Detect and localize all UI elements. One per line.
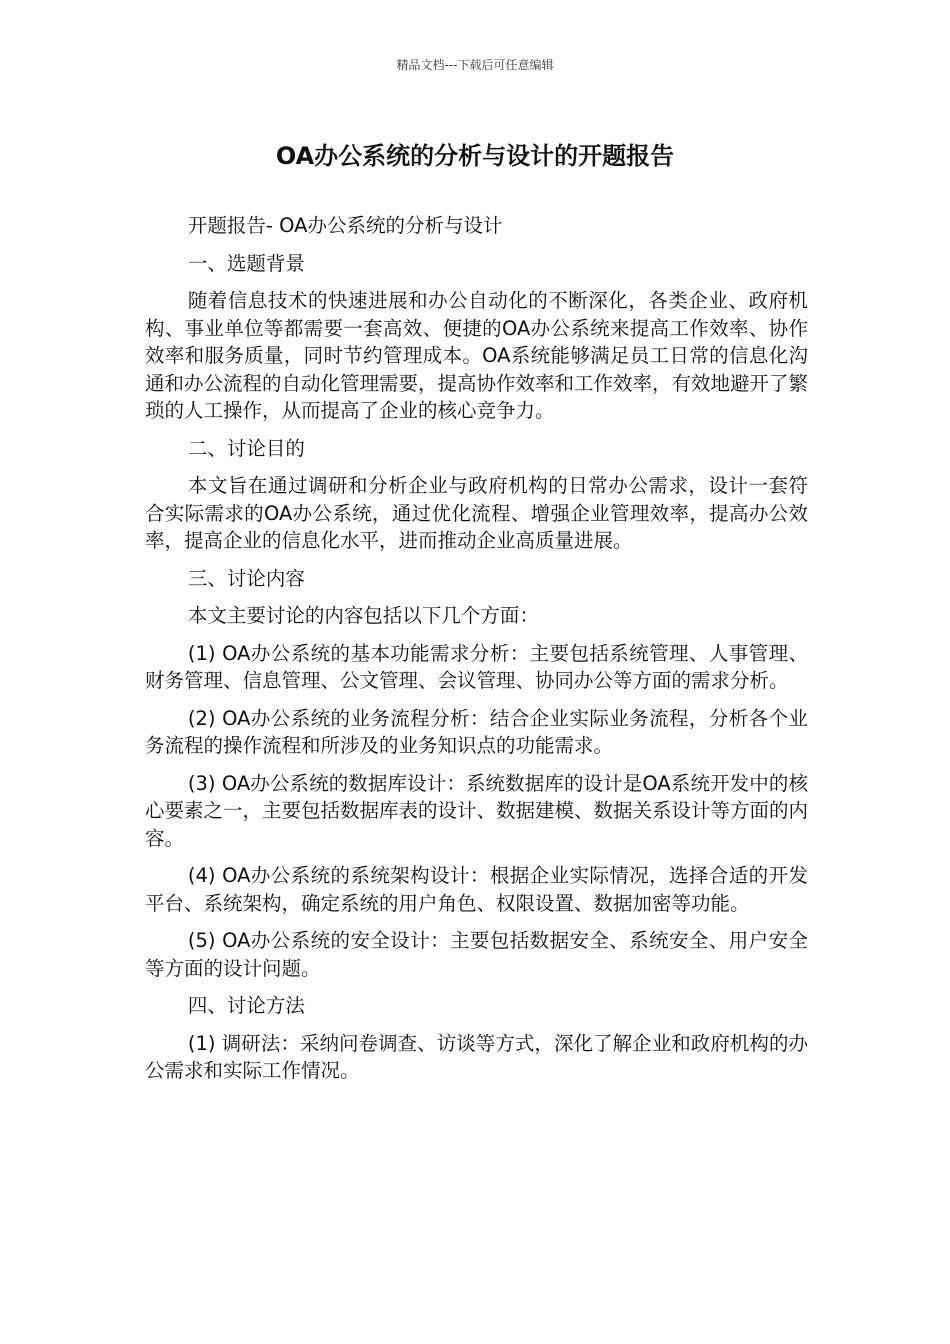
- list-item-2: (2) OA办公系统的业务流程分析：结合企业实际业务流程，分析各个业务流程的操作流程和所涉及的业务知识点的功能需求。: [145, 706, 808, 757]
- section-heading-method: 四、讨论方法: [187, 994, 305, 1017]
- document-body: [145, 212, 808, 1095]
- list-item-4: (4) OA办公系统的系统架构设计：根据企业实际情况，选择合适的开发平台、系统架构，确定系统的用户角色、权限设置、数据加密等功能。: [145, 864, 808, 915]
- paragraph-background: 随着信息技术的快速进展和办公自动化的不断深化，各类企业、政府机构、事业单位等都需要一套高效、便捷的OA办公系统来提高工作效率、协作效率和服务质量，同时节约管理成本。OA系统能够满足员工日常的信息化沟通和办公流程的自动化管理需要，提高协作效率和工作效率，有效地避开了繁琐的人工操作，从而提高了企业的核心竞争力。: [145, 289, 809, 422]
- list-item-5: (5) OA办公系统的安全设计：主要包括数据安全、系统安全、用户安全等方面的设计问题。: [145, 929, 808, 980]
- section-heading-purpose: 二、讨论目的: [187, 436, 305, 460]
- page-header: 精品文档---下载后可任意编辑: [396, 58, 554, 72]
- section-heading-background: 一、选题背景: [187, 251, 305, 275]
- paragraph-content-intro: 本文主要讨论的内容包括以下几个方面：: [187, 604, 539, 627]
- paragraph-purpose: 本文旨在通过调研和分析企业与政府机构的日常办公需求，设计一套符合实际需求的OA办公系统，通过优化流程、增强企业管理效率，提高办公效率，提高企业的信息化水平，进而推动企业高质量进展。: [145, 474, 808, 552]
- list-item-3: (3) OA办公系统的数据库设计：系统数据库的设计是OA系统开发中的核心要素之一，主要包括数据库表的设计、数据建模、数据关系设计等方面的内容。: [145, 771, 809, 850]
- list-item-1: (1) OA办公系统的基本功能需求分析：主要包括系统管理、人事管理、财务管理、信息管理、公文管理、会议管理、协同办公等方面的需求分析。: [145, 641, 808, 692]
- method-item-1: (1) 调研法：采纳问卷调查、访谈等方式，深化了解企业和政府机构的办公需求和实际工作情况。: [145, 1031, 808, 1082]
- subtitle-line: 开题报告- OA办公系统的分析与设计: [187, 214, 503, 237]
- document-title: OA办公系统的分析与设计的开题报告: [275, 142, 675, 170]
- section-heading-content: 三、讨论内容: [187, 566, 305, 590]
